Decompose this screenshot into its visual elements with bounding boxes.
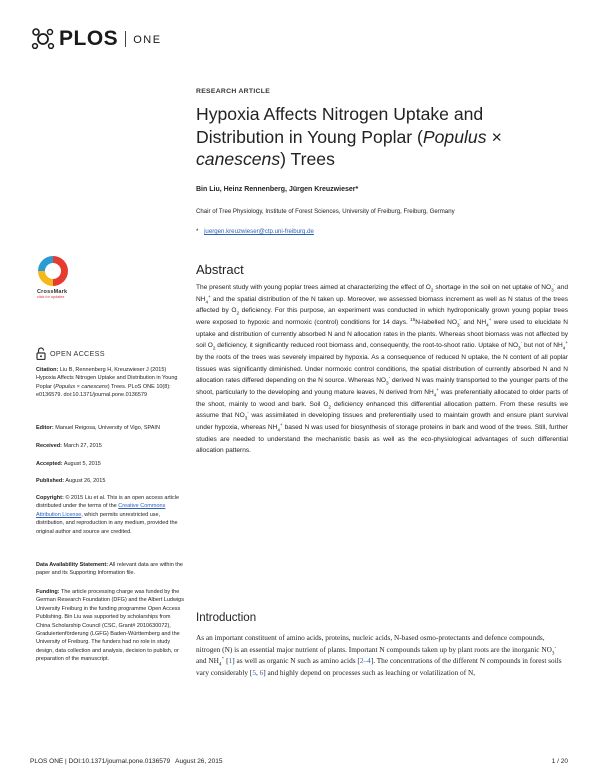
plos-one-logo[interactable] [30, 27, 162, 51]
open-access-badge [36, 347, 105, 360]
funding-label: Funding: [36, 589, 60, 595]
title-line-2: Distribution in Young Poplar ( [196, 126, 423, 147]
published-label: Published: [36, 478, 65, 484]
page-number: 1 / 20 [551, 758, 568, 765]
crossmark-sub: click for updates [37, 295, 65, 299]
title-species-genus: Populus × [422, 126, 502, 147]
published-block [36, 477, 186, 485]
data-availability-text: All relevant data are within the paper and its Supporting Information file. [36, 562, 183, 577]
copyright-label: Copyright: [36, 495, 64, 501]
funding-block [36, 588, 186, 664]
citation-text-end: ) Trees. PLoS ONE 10(8): e0136579. doi:10.1371/journal.pone.0136579 [36, 383, 171, 399]
title-line-1: Hypoxia Affects Nitrogen Uptake and [196, 104, 484, 124]
introduction-text: As an important constituent of amino acids, proteins, nucleic acids, N-based osmo-protectants and defence compounds, nitrogen (N) is an essential major nutrient of plants. Important N compounds taken up by plant roots are the inorganic $NO_3^-$ and $NH_4^+$ [1] as well as organic N such as amino acids [2–4]. The concentrations of the different N compounds in forest soils vary considerably [5, 6] and highly depend on processes such as leaching or volatilization of N, [196, 633, 562, 678]
title-line-3: ) Trees [280, 149, 335, 169]
logo-plos-text: PLOS [59, 27, 119, 50]
license-link[interactable]: Creative Commons Attribution License [36, 503, 166, 518]
corresponding-email [196, 228, 314, 235]
funding-text: The article processing charge was funded by the German Research Foundation (DFG) and the Albert Ludwigs University Freiburg in the funding programme Open Access Publishing. Bin Liu was supported by scholarships from China Scholarship Council (CSC, Grant# 2010630072), Graduiertenförderung (LGFG) Baden-Württemberg and the University of Freiburg. The funders had no role in study design, data collection and analysis, decision to publish, or preparation of the manuscript. [36, 589, 184, 663]
citation-block [36, 366, 186, 400]
affiliation: Chair of Tree Physiology, Institute of Forest Sciences, University of Freiburg, Freiburg, Germany [196, 208, 455, 215]
reference-link[interactable]: 5 [252, 668, 256, 678]
accepted-text: August 5, 2015 [63, 461, 101, 467]
article-type: RESEARCH ARTICLE [196, 88, 271, 95]
editor-block [36, 424, 186, 432]
crossmark-icon [38, 256, 68, 286]
crossmark-label: CrossMark [37, 289, 68, 295]
introduction-heading: Introduction [196, 612, 257, 624]
citation-label: Citation: [36, 367, 59, 373]
received-text: March 27, 2015 [63, 443, 102, 449]
page-footer [30, 758, 568, 765]
editor-label: Editor: [36, 425, 54, 431]
abstract-text: The present study with young poplar trees aimed at characterizing the effect of $O_2$ shortage in the soil on net uptake of $NO_3^-$ and $NH_4^+$ and the spatial distribution of the N taken up. Moreover, we assessed biomass increment as well as N status of the trees affected by $O_2$ deficiency. For this purpose, an experiment was conducted in which hydroponically grown young poplar trees were exposed to hypoxic and normoxic (control) conditions for 14 days. $^{15}$N-labelled $NO_3^-$ and $NH_4^+$ were used to elucidate N uptake and distribution of currently absorbed N and N allocation rates in the plants. Whereas shoot biomass was not affected by soil $O_2$ deficiency, it significantly reduced root biomass and, consequently, the root-to-shoot ratio. Uptake of $NO_3^-$ but not of $NH_4^+$ by the roots of the trees was severely impaired by hypoxia. As a consequence of reduced N uptake, the N content of all poplar tissues was significantly diminished. Under normoxic control conditions, the spatial distribution of currently absorbed N and N allocation rates differed depending on the N source. Whereas $NO_3^-$ derived N was mainly transported to the younger parts of the shoot, particularly to the developing and young mature leaves, N derived from $NH_4^+$ was preferentially allocated to older parts of the shoot, mainly to wood and bark. Soil $O_2$ deficiency enhanced this differential allocation pattern. From these results we assume that $NO_3^-$ was assimilated in developing tissues and preferentially used to maintain growth and ensure plant survival under hypoxia, whereas $NH_4^+$ based N was used for biosynthesis of storage proteins in bark and wood of the trees. Still, further studies are needed to understand the mechanistic basis as well as the eco-physiological advantages of such differential allocation patterns. [196, 281, 568, 455]
plos-logo-mark-icon [30, 27, 56, 51]
data-availability-label: Data Availability Statement: [36, 562, 109, 568]
published-text: August 26, 2015 [65, 478, 106, 484]
received-label: Received: [36, 443, 62, 449]
reference-link[interactable]: 2–4 [359, 656, 371, 666]
copyright-text: © 2015 Liu et al. This is an open access article distributed under the terms of the [36, 495, 180, 510]
title-species-epithet: canescens [196, 149, 281, 169]
reference-link[interactable]: 1 [228, 656, 233, 666]
open-access-label: OPEN ACCESS [50, 349, 105, 358]
logo-separator [125, 31, 126, 47]
accepted-label: Accepted: [36, 461, 63, 467]
authors: Bin Liu, Heinz Rennenberg, Jürgen Kreuzwieser* [196, 186, 359, 193]
copyright-text-end: , which permits unrestricted use, distribution, and reproduction in any medium, provided the original author and source are credited. [36, 511, 178, 535]
email-marker: * [196, 228, 199, 235]
data-availability-block [36, 561, 186, 578]
citation-text: Liu B, Rennenberg H, Kreuzwieser J (2015) Hypoxia Affects Nitrogen Uptake and Distribution in Young Poplar ( [36, 367, 178, 390]
abstract-heading: Abstract [196, 262, 244, 277]
reference-link[interactable]: 6 [259, 668, 264, 678]
accepted-block [36, 460, 186, 468]
logo-one-text: ONE [133, 33, 162, 46]
open-lock-icon [36, 347, 46, 360]
received-block [36, 442, 186, 450]
footer-citation: PLOS ONE | DOI:10.1371/journal.pone.0136579 August 26, 2015 [30, 758, 223, 765]
email-link[interactable]: juergen.kreuzwieser@ctp.uni-freiburg.de [204, 228, 314, 235]
citation-italic: Populus × canescens [55, 383, 108, 390]
editor-text: Manuel Reigosa, University of Vigo, SPAIN [55, 425, 160, 431]
article-title [196, 103, 568, 171]
copyright-block [36, 494, 186, 536]
crossmark-badge[interactable] [37, 256, 69, 299]
